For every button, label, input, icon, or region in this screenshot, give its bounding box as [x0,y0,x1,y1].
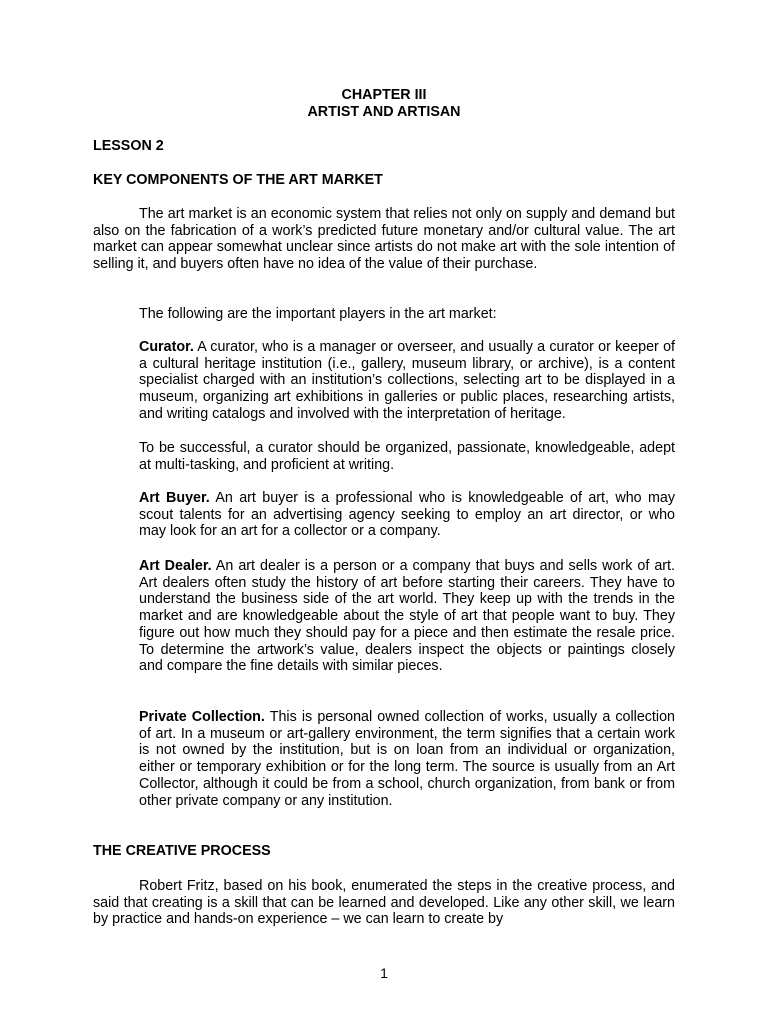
chapter-title: ARTIST AND ARTISAN [307,104,461,120]
private-collection-paragraph [139,709,675,809]
art-buyer-term: Art Buyer. [139,490,210,506]
lesson-label: LESSON 2 [93,138,164,154]
curator-text: A curator, who is a manager or overseer, and usually a curator or keeper of a cultural heritage institution (i.e., gallery, museum library, or archive), is a content specialist charged with an institution’s collections, selecting art to be displayed in a museum, organizing art exhibitions in galleries or public places, researching artists, and writing catalogs and involved with the interpretation of heritage. [139,339,675,422]
section-heading-art-market: KEY COMPONENTS OF THE ART MARKET [93,172,383,188]
art-dealer-term: Art Dealer. [139,558,212,574]
players-lead: The following are the important players in the art market: [139,306,497,322]
chapter-label: CHAPTER III [341,87,427,103]
art-buyer-paragraph [139,490,675,540]
curator-paragraph-2: To be successful, a curator should be organized, passionate, knowledgeable, adept at multi-tasking, and proficient at writing. [139,440,675,473]
private-collection-term: Private Collection. [139,709,265,725]
art-dealer-paragraph [139,558,675,675]
intro-paragraph: The art market is an economic system that relies not only on supply and demand but also on the fabrication of a work’s predicted future monetary and/or cultural value. The art market can appear somewhat unclear since artists do not make art with the sole intention of selling it, and buyers often have no idea of the value of their purchase. [93,206,675,273]
curator-paragraph [139,339,675,423]
curator-term: Curator. [139,339,194,355]
creative-process-paragraph: Robert Fritz, based on his book, enumerated the steps in the creative process, and said that creating is a skill that can be learned and developed. Like any other skill, we learn by practice and hands-on experience – we can learn to create by [93,878,675,928]
section-heading-creative-process: THE CREATIVE PROCESS [93,843,271,859]
private-collection-text: This is personal owned collection of works, usually a collection of art. In a museum or art-gallery environment, the term signifies that a certain work is not owned by the institution, but is on loan from an individual or organization, either or temporary exhibition or for the long term. The source is usually from an Art Collector, although it could be from a school, church organization, from bank or from other private company or any institution. [139,709,675,809]
art-buyer-text: An art buyer is a professional who is knowledgeable of art, who may scout talents for an advertising agency seeking to employ an art director, or who may look for an art for a collector or a company. [139,490,675,540]
page-number: 1 [380,965,388,981]
art-dealer-text: An art dealer is a person or a company that buys and sells work of art. Art dealers often study the history of art before starting their careers. They have to understand the business side of the art world. They keep up with the trends in the market and are knowledgeable about the style of art that people want to buy. They figure out how much they should pay for a piece and then estimate the resale price. To determine the artwork’s value, dealers inspect the objects or paintings closely and compare the fine details with similar pieces. [139,558,675,675]
